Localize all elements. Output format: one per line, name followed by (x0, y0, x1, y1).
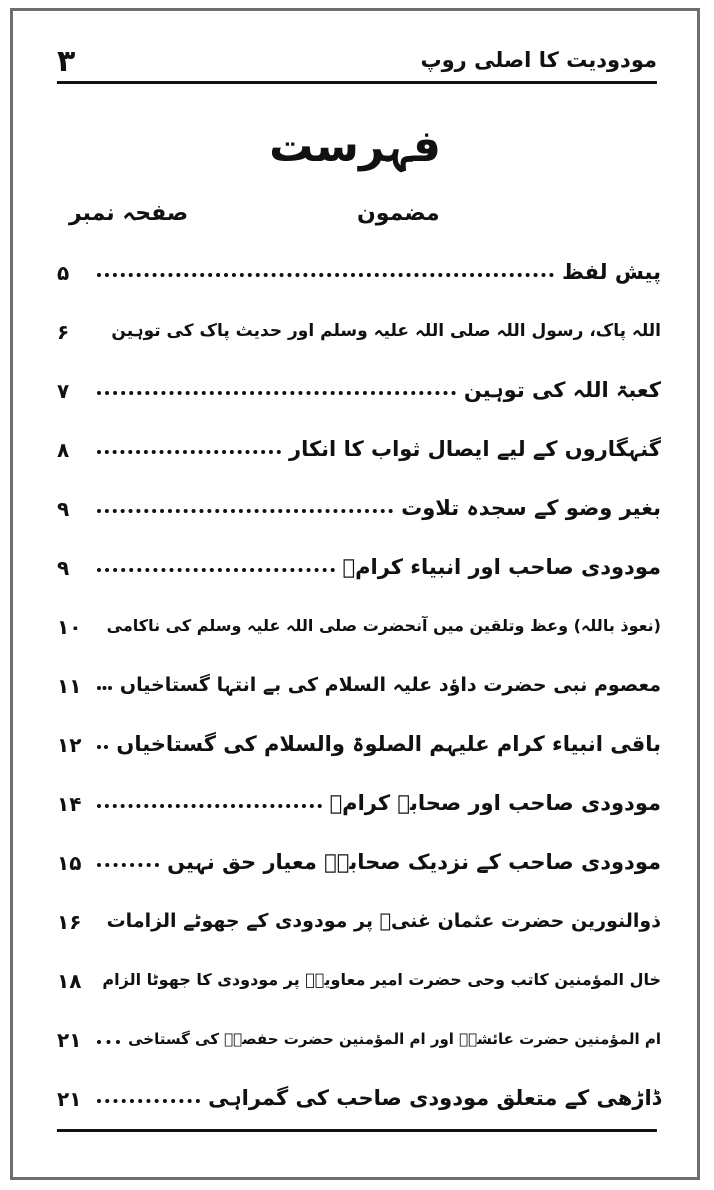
toc-entry-page: ۱۲ (57, 733, 82, 757)
toc-entry-page: ۱۶ (57, 910, 82, 934)
toc-entry-page: ۱۰ (57, 615, 82, 639)
footer-rule (57, 1129, 657, 1132)
toc-entry (57, 310, 661, 369)
toc-entry-topic: ذوالنورین حضرت عثمان غنیؓ پر مودودی کے جھوٹے الزامات (106, 910, 661, 932)
toc-entry-page: ۱۴ (57, 792, 82, 816)
dot-leader (97, 686, 112, 690)
toc-entry-page: ۲۱ (57, 1028, 82, 1052)
toc-entry (57, 1077, 661, 1136)
toc-entry (57, 546, 661, 605)
toc-entry (57, 664, 661, 723)
toc-entry-page: ۱۵ (57, 851, 82, 875)
toc-entry-page: ۸ (57, 438, 70, 462)
dot-leader (97, 391, 456, 395)
toc-entry-topic: (نعوذ باللہ) وعظ وتلقین میں آنحضرت صلی اللہ علیہ وسلم کی ناکامی (106, 616, 661, 635)
toc-entry-page: ۵ (57, 261, 70, 285)
toc-entry-topic: ام المؤمنین حضرت عائشہؓ اور ام المؤمنین حضرت حفصہؓ کی گستاخی (128, 1030, 661, 1048)
running-header (57, 41, 657, 81)
dot-leader (97, 273, 554, 277)
toc-entry-page: ۷ (57, 379, 70, 403)
toc-entry-topic: معصوم نبی حضرت داؤد علیہ السلام کی بے انتہا گستاخیاں (119, 674, 661, 696)
toc-entry (57, 428, 661, 487)
toc-entry-page: ۱۸ (57, 969, 82, 993)
toc-list (57, 251, 661, 1136)
toc-entry (57, 782, 661, 841)
toc-entry-topic: مودودی صاحب اور صحابہ کرامؓ (329, 791, 661, 815)
toc-entry (57, 900, 661, 959)
page-number: ۳ (57, 44, 76, 79)
toc-entry-page: ۲۱ (57, 1087, 82, 1111)
toc-title: فہرست (269, 121, 441, 172)
toc-column-headers (57, 201, 657, 241)
dot-leader (97, 804, 322, 808)
toc-entry (57, 723, 661, 782)
toc-entry (57, 959, 661, 1018)
dot-leader (97, 568, 335, 572)
toc-entry-topic: مودودی صاحب کے نزدیک صحابہؓ معیار حق نہیں (167, 850, 661, 874)
toc-entry-topic: باقی انبیاء کرام علیہم الصلوۃ والسلام کی گستاخیاں (116, 732, 661, 756)
toc-entry (57, 487, 661, 546)
toc-entry-page: ۱۱ (57, 674, 82, 698)
toc-entry-topic: گنہگاروں کے لیے ایصال ثواب کا انکار (288, 437, 661, 461)
toc-entry (57, 841, 661, 900)
dot-leader (97, 1040, 120, 1044)
dot-leader (97, 745, 108, 749)
book-title: مودودیت کا اصلی روپ (420, 48, 657, 72)
dot-leader (97, 1099, 200, 1103)
dot-leader (97, 863, 159, 867)
toc-entry (57, 605, 661, 664)
toc-entry-topic: ڈاڑھی کے متعلق مودودی صاحب کی گمراہی (208, 1086, 661, 1110)
column-header-topic: مضمون (357, 201, 440, 226)
toc-entry-topic: بغیر وضو کے سجدہ تلاوت (401, 496, 661, 520)
dot-leader (97, 450, 281, 454)
toc-entry (57, 251, 661, 310)
book-page (10, 8, 700, 1180)
toc-entry-topic: خال المؤمنین کاتب وحی حضرت امیر معاویہؓ پر مودودی کا جھوٹا الزام (102, 970, 661, 989)
toc-entry-topic: اللہ پاک، رسول اللہ صلی اللہ علیہ وسلم اور حدیث پاک کی توہین (111, 321, 661, 341)
toc-entry-topic: پیش لفظ (562, 260, 661, 284)
toc-entry-topic: کعبۃ اللہ کی توہین (463, 378, 661, 402)
toc-entry (57, 369, 661, 428)
toc-entry-page: ۹ (57, 497, 70, 521)
toc-entry-page: ۹ (57, 556, 70, 580)
toc-entry-page: ۶ (57, 320, 70, 344)
header-rule (57, 81, 657, 84)
toc-entry (57, 1018, 661, 1077)
column-header-page: صفحہ نمبر (69, 201, 189, 226)
toc-entry-topic: مودودی صاحب اور انبیاء کرامؑ (342, 555, 661, 579)
dot-leader (97, 509, 393, 513)
